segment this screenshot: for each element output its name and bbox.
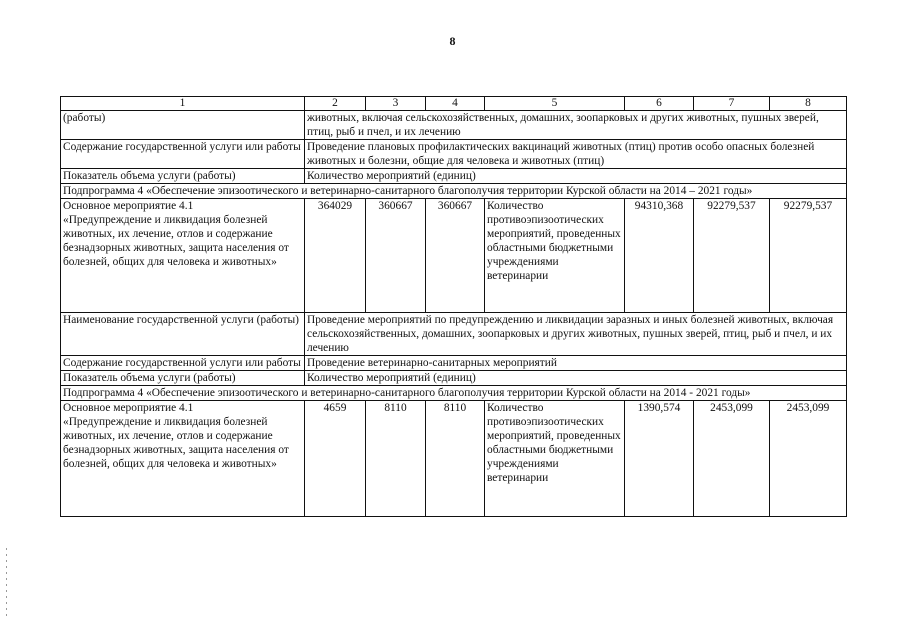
value-col3: 360667	[366, 199, 426, 313]
measure-row	[61, 199, 847, 313]
scan-edge-mark	[6, 548, 7, 618]
volume-indicator-value: Количество мероприятий (единиц)	[305, 169, 847, 184]
service-name-label: Наименование государственной услуги (работы)	[61, 313, 305, 356]
subprogram-title: Подпрограмма 4 «Обеспечение эпизоотического и ветеринарно-санитарного благополучия территории Курской области на 2014 – 2021 годы»	[61, 184, 847, 199]
service-content-label: Содержание государственной услуги или работы	[61, 140, 305, 169]
measure-name: Основное мероприятие 4.1 «Предупреждение и ликвидация болезней животных, их лечение, отлов и содержание безнадзорных животных, защита населения от болезней, общих для человека и животных»	[61, 401, 305, 517]
value-col8: 2453,099	[770, 401, 847, 517]
service-name-value: животных, включая сельскохозяйственных, домашних, зоопарковых и других животных, пушных зверей, птиц, рыб и пчел, и их лечению	[305, 111, 847, 140]
service-name-label: (работы)	[61, 111, 305, 140]
volume-indicator-label: Показатель объема услуги (работы)	[61, 169, 305, 184]
value-col7: 2453,099	[694, 401, 770, 517]
service-content-value: Проведение плановых профилактических вакцинаций животных (птиц) против особо опасных болезней животных и болезни, общие для человека и животных (птиц)	[305, 140, 847, 169]
volume-indicator-label: Показатель объема услуги (работы)	[61, 371, 305, 386]
measure-name: Основное мероприятие 4.1 «Предупреждение и ликвидация болезней животных, их лечение, отлов и содержание безнадзорных животных, защита населения от болезней, общих для человека и животных»	[61, 199, 305, 313]
service-content-value: Проведение ветеринарно-санитарных мероприятий	[305, 356, 847, 371]
service-content-row	[61, 356, 847, 371]
page-number: 8	[449, 34, 456, 48]
volume-indicator-value: Количество мероприятий (единиц)	[305, 371, 847, 386]
column-number: 5	[485, 97, 625, 111]
value-col4: 8110	[426, 401, 485, 517]
service-name-row	[61, 313, 847, 356]
value-col3: 8110	[366, 401, 426, 517]
column-number: 8	[770, 97, 847, 111]
column-number: 4	[426, 97, 485, 111]
budget-table	[60, 96, 847, 517]
indicator-description: Количество противоэпизоотических мероприятий, проведенных областными бюджетными учреждениями ветеринарии	[485, 401, 625, 517]
service-content-row	[61, 140, 847, 169]
value-col6: 1390,574	[625, 401, 694, 517]
value-col2: 4659	[305, 401, 366, 517]
value-col8: 92279,537	[770, 199, 847, 313]
subprogram-row	[61, 184, 847, 199]
value-col4: 360667	[426, 199, 485, 313]
service-content-label: Содержание государственной услуги или работы	[61, 356, 305, 371]
subprogram-row	[61, 386, 847, 401]
column-number: 1	[61, 97, 305, 111]
service-name-row	[61, 111, 847, 140]
subprogram-title: Подпрограмма 4 «Обеспечение эпизоотического и ветеринарно-санитарного благополучия территории Курской области на 2014 - 2021 годы»	[61, 386, 847, 401]
column-number-row	[61, 97, 847, 111]
value-col7: 92279,537	[694, 199, 770, 313]
column-number: 3	[366, 97, 426, 111]
volume-indicator-row	[61, 169, 847, 184]
column-number: 2	[305, 97, 366, 111]
service-name-value: Проведение мероприятий по предупреждению и ликвидации заразных и иных болезней животных, включая сельскохозяйственных, домашних, зоопарковых и других животных, пушных зверей, птиц, рыб и пчел, и их лечению	[305, 313, 847, 356]
measure-row	[61, 401, 847, 517]
value-col2: 364029	[305, 199, 366, 313]
indicator-description: Количество противоэпизоотических мероприятий, проведенных областными бюджетными учреждениями ветеринарии	[485, 199, 625, 313]
column-number: 7	[694, 97, 770, 111]
value-col6: 94310,368	[625, 199, 694, 313]
column-number: 6	[625, 97, 694, 111]
volume-indicator-row	[61, 371, 847, 386]
